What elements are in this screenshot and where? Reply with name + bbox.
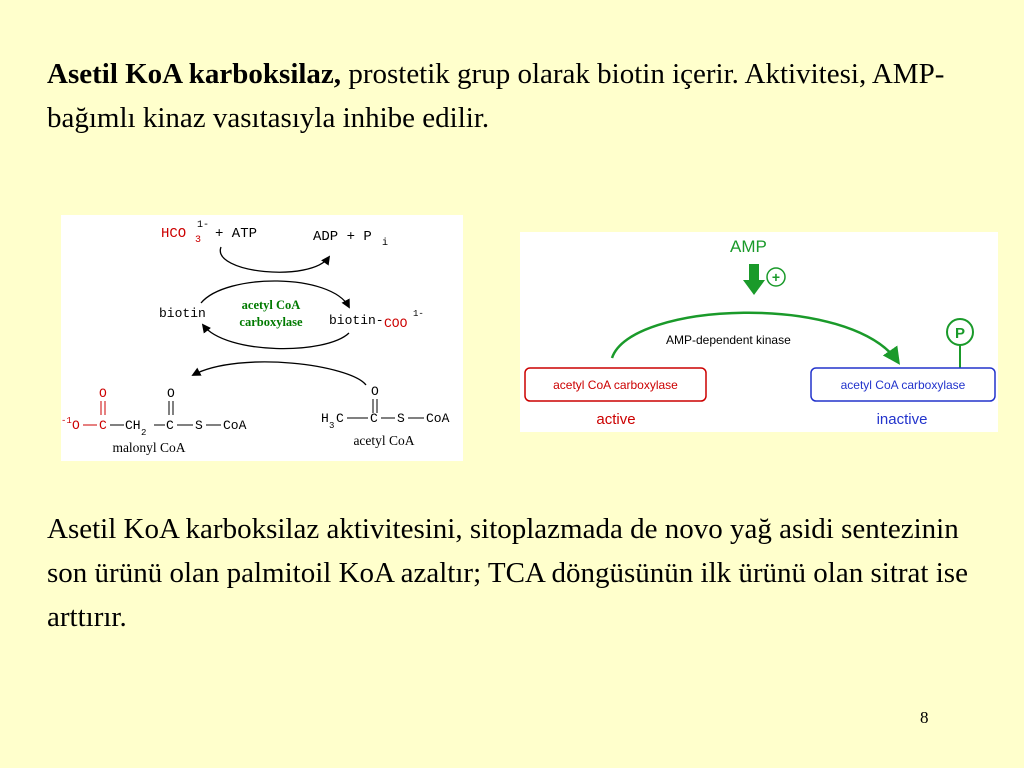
biotin-left-label: biotin [159, 306, 206, 321]
amp-label: AMP [730, 237, 767, 256]
atp-consumption-arrow [220, 247, 329, 272]
amp-activation-arrow-icon [743, 264, 765, 295]
malonyl-carbonyl-o2: O [167, 386, 175, 401]
regulation-diagram [520, 232, 998, 432]
pi-subscript: i [382, 238, 389, 249]
acetyl-carbonyl-o: O [371, 384, 379, 399]
inactive-enzyme-label: acetyl CoA carboxylase [840, 378, 966, 392]
acetyl-sulfur: S [397, 411, 405, 426]
plus-atp-label: + ATP [215, 226, 258, 242]
active-enzyme-label: acetyl CoA carboxylase [553, 378, 678, 392]
malonyl-charge: -1 [61, 416, 72, 426]
regulation-figure [520, 232, 998, 432]
enzyme-label-line2: carboxylase [239, 315, 303, 329]
malonyl-carbonyl-o1: O [99, 386, 107, 401]
hco3-label: HCO [161, 226, 187, 242]
acetyl-c2: C [370, 411, 378, 426]
hco3-charge: 1- [197, 220, 210, 231]
intro-rest-text: prostetik grup olarak biotin içerir. Aktivitesi, AMP-bağımlı kinaz vasıtasıyla inhibe edilir. [47, 58, 945, 134]
malonyl-sulfur: S [195, 418, 203, 433]
plus-sign: + [771, 269, 781, 285]
malonyl-c1: C [99, 418, 107, 433]
reaction-diagram [61, 215, 463, 461]
adp-pi-label: ADP + P [313, 229, 372, 245]
malonyl-coa-name: malonyl CoA [112, 440, 186, 455]
acetyl-h: H [321, 411, 329, 426]
acetyl-coa-name: acetyl CoA [353, 433, 415, 448]
kinase-label: AMP-dependent kinase [666, 333, 791, 347]
malonyl-c2: C [166, 418, 174, 433]
hco3-subscript: 3 [195, 235, 202, 246]
malonyl-ch2-subscript: 2 [141, 428, 147, 438]
intro-paragraph [47, 52, 977, 140]
coo-label: COO [384, 316, 408, 331]
reaction-figure [61, 215, 463, 461]
regulation-paragraph: Asetil KoA karboksilaz aktivitesini, sitoplazmada de novo yağ asidi sentezinin son ürünü olan palmitoil KoA azaltır; TCA döngüsünün ilk ürünü olan sitrat ise arttırır. [47, 513, 968, 633]
malonyl-coa-structure [61, 386, 247, 455]
phosphate-label: P [954, 325, 966, 342]
product-formation-arrow [193, 362, 366, 385]
coo-charge: 1- [413, 309, 424, 319]
biotin-right-label: biotin- [329, 313, 384, 328]
malonyl-coa-text: CoA [223, 418, 247, 433]
acetyl-h-subscript: 3 [329, 421, 335, 431]
malonyl-ch2: CH [125, 418, 141, 433]
acetyl-c1: C [336, 411, 344, 426]
enzyme-label-line1: acetyl CoA [241, 298, 301, 312]
malonyl-oxygen: O [72, 418, 80, 433]
inactive-state-label: inactive [876, 411, 928, 428]
active-state-label: active [596, 411, 636, 428]
acetyl-coa-structure [321, 384, 450, 448]
page-number: 8 [920, 708, 929, 727]
intro-bold-term: Asetil KoA karboksilaz, [47, 58, 342, 90]
acetyl-coa-text: CoA [426, 411, 450, 426]
